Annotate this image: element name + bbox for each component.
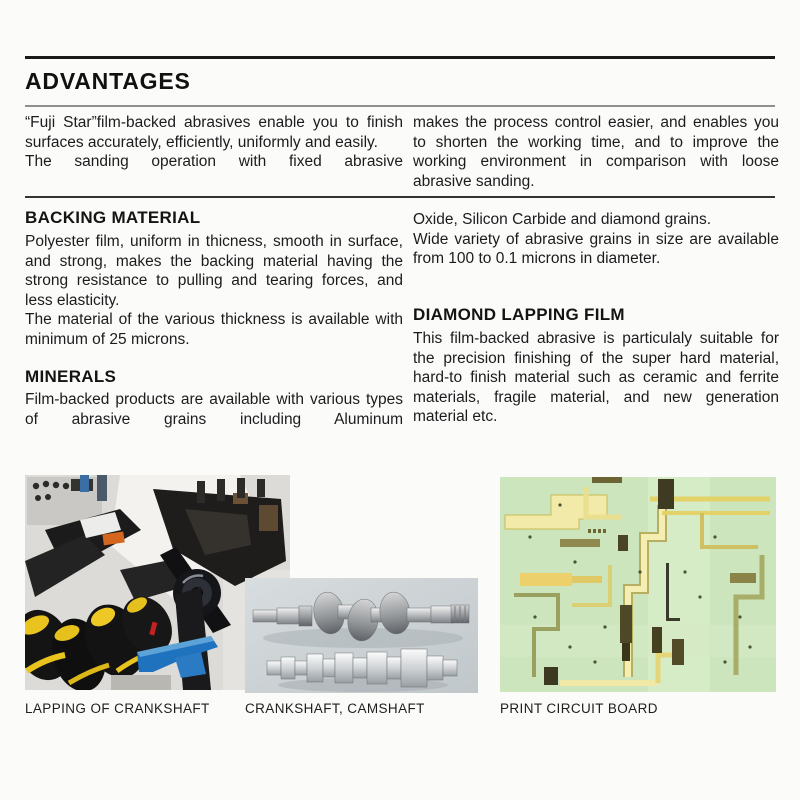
backing-paragraph-1: Polyester film, uniform in thicness, smooth in surface, and strong, makes the backing material having the strong resistance to pulling and tearing forces, and less elasticity. — [25, 233, 403, 309]
crankshaft-photo-illustration — [245, 578, 478, 693]
crankshaft-photo — [245, 578, 478, 693]
section-divider-rule — [25, 196, 775, 198]
intro-left-column — [25, 113, 403, 172]
pcb-photo-illustration — [500, 477, 776, 692]
backing-material-text — [25, 232, 403, 349]
intro-paragraph-1: “Fuji Star”film-backed abrasives enable you to finish surfaces accurately, efficiently, uniformly and easily. — [25, 114, 403, 151]
page-title: ADVANTAGES — [25, 68, 191, 94]
minerals-continued-paragraph-2: Wide variety of abrasive grains in size are available from 100 to 0.1 microns in diameter. — [413, 230, 779, 267]
intro-paragraph-3: makes the process control easier, and enables you to shorten the working time, and to improve the working environment in comparison with loose abrasive sanding. — [413, 114, 779, 190]
minerals-continued-text — [413, 210, 779, 269]
minerals-heading: MINERALS — [25, 367, 117, 386]
top-rule — [25, 56, 775, 59]
diamond-paragraph: This film-backed abrasive is particulaly suitable for the precision finishing of the super hard material, hard-to finish material such as ceramic and ferrite materials, fragile material, and new generation material etc. — [413, 330, 779, 425]
backing-material-heading: BACKING MATERIAL — [25, 208, 201, 227]
caption-print-circuit-board: PRINT CIRCUIT BOARD — [500, 701, 658, 716]
diamond-lapping-film-text — [413, 329, 779, 427]
caption-lapping-of-crankshaft: LAPPING OF CRANKSHAFT — [25, 701, 210, 716]
pcb-photo — [500, 477, 776, 692]
intro-paragraph-2: The sanding operation with fixed abrasive — [25, 153, 403, 170]
diamond-lapping-film-heading: DIAMOND LAPPING FILM — [413, 305, 625, 324]
minerals-paragraph: Film-backed products are available with various types of abrasive grains including Aluminum — [25, 391, 403, 428]
caption-crankshaft-camshaft: CRANKSHAFT, CAMSHAFT — [245, 701, 425, 716]
minerals-continued-paragraph-1: Oxide, Silicon Carbide and diamond grains. — [413, 211, 712, 228]
intro-right-column — [413, 113, 779, 191]
title-underline-rule — [25, 105, 775, 107]
backing-paragraph-2: The material of the various thickness is available with minimum of 25 microns. — [25, 311, 403, 348]
minerals-text — [25, 390, 403, 429]
